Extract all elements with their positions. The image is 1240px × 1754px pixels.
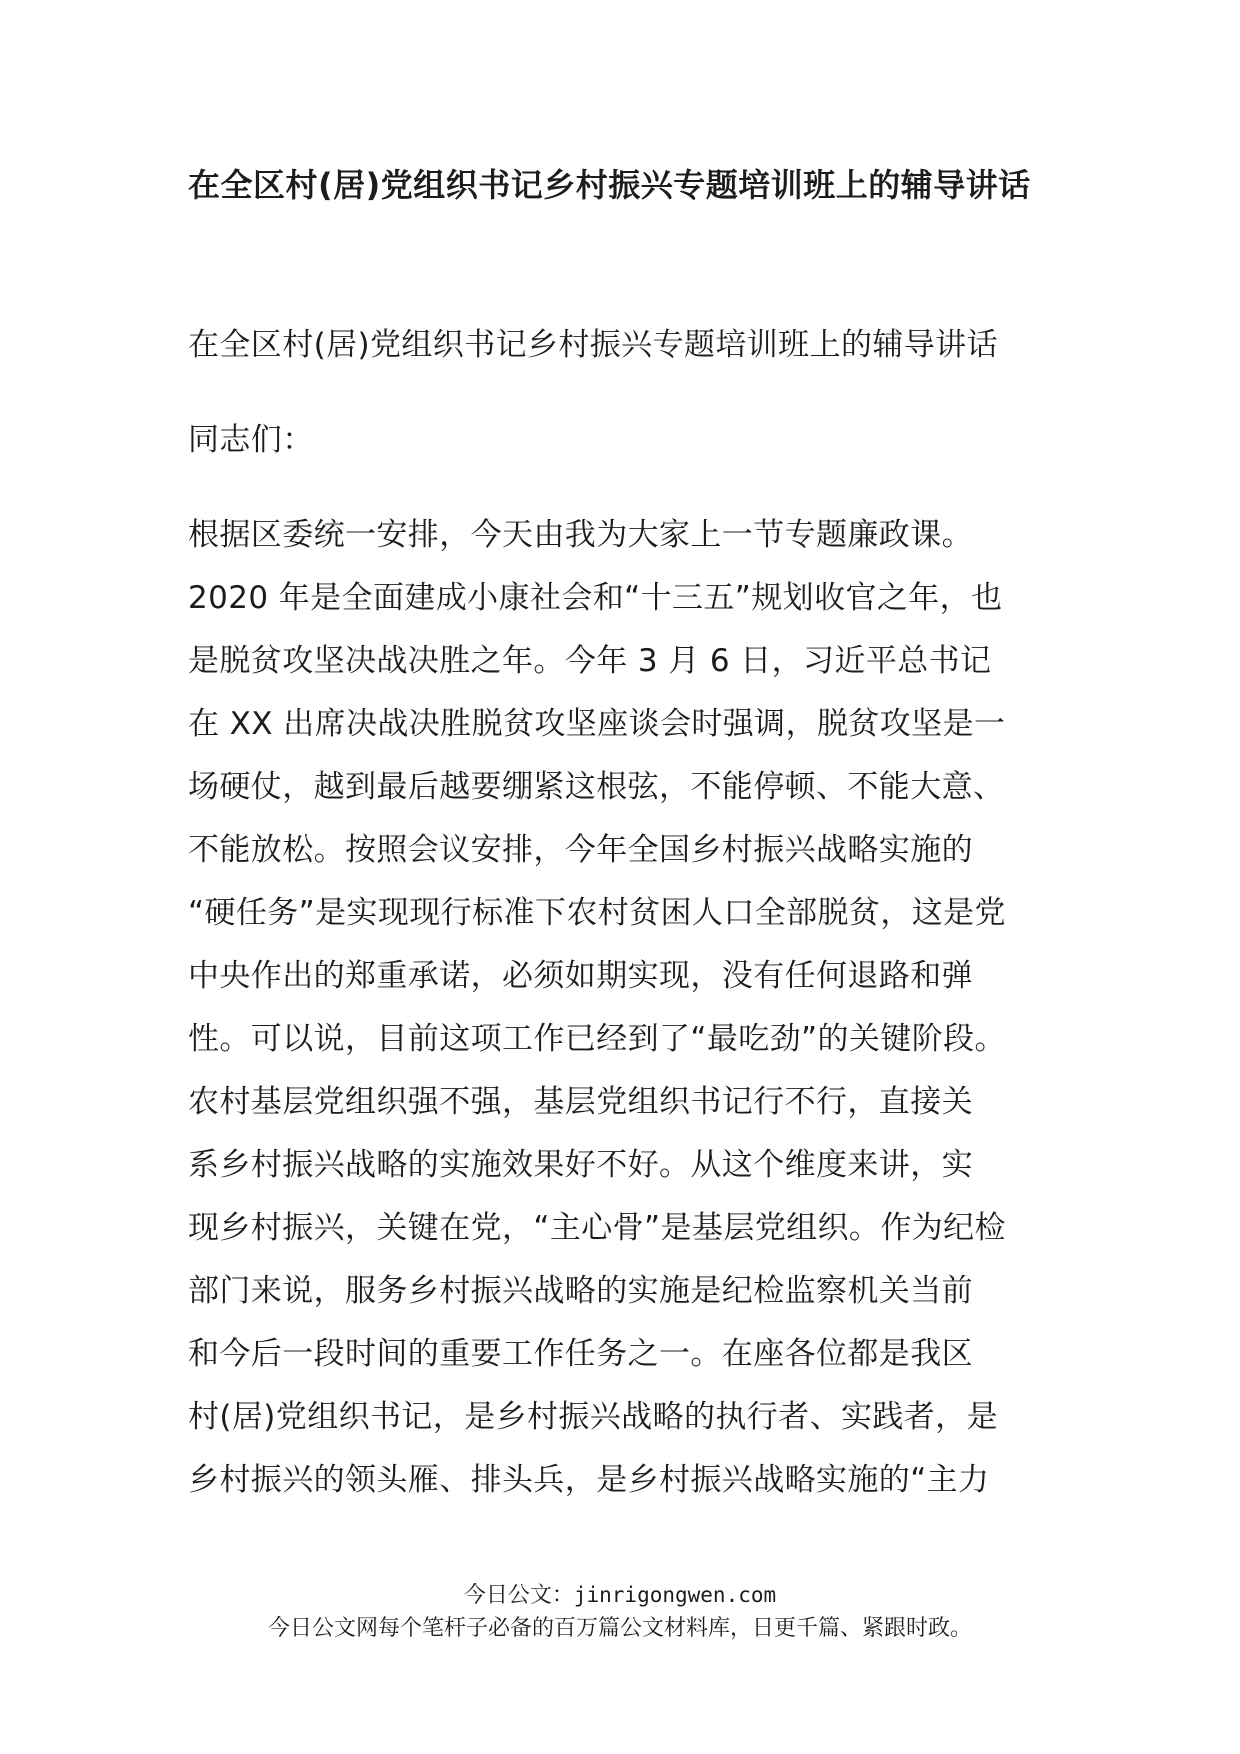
paragraph-line: 场硬仗，越到最后越要绷紧这根弦，不能停顿、不能大意、 [188, 769, 1005, 805]
paragraph-line: 村(居)党组织书记，是乡村振兴战略的执行者、实践者，是 [188, 1399, 998, 1435]
paragraph-line: 中央作出的郑重承诺，必须如期实现，没有任何退路和弹 [188, 958, 973, 994]
paragraph-line: 不能放松。按照会议安排，今年全国乡村振兴战略实施的 [188, 832, 973, 868]
paragraph-line: 系乡村振兴战略的实施效果好不好。从这个维度来讲，实 [188, 1147, 973, 1183]
footer-slogan: 今日公文网每个笔杆子必备的百万篇公文材料库，日更千篇、紧跟时政。 [267, 1616, 972, 1641]
document-title: 在全区村(居)党组织书记乡村振兴专题培训班上的辅导讲话 [188, 166, 1031, 204]
paragraph-line: “硬任务”是实现现行标准下农村贫困人口全部脱贫，这是党 [188, 895, 1006, 931]
paragraph-line: 现乡村振兴，关键在党，“主心骨”是基层党组织。作为纪检 [188, 1210, 1006, 1246]
paragraph-line: 在 XX 出席决战决胜脱贫攻坚座谈会时强调，脱贫攻坚是一 [188, 706, 1006, 742]
document-subtitle: 在全区村(居)党组织书记乡村振兴专题培训班上的辅导讲话 [188, 327, 998, 363]
paragraph-line: 是脱贫攻坚决战决胜之年。今年 3 月 6 日，习近平总书记 [188, 643, 992, 679]
main-paragraph [188, 504, 1054, 1512]
paragraph-line: 2020 年是全面建成小康社会和“十三五”规划收官之年，也 [188, 580, 1003, 616]
footer-site-label: 今日公文： [463, 1583, 574, 1608]
paragraph-line: 根据区委统一安排，今天由我为大家上一节专题廉政课。 [188, 517, 973, 553]
paragraph-line: 性。可以说，目前这项工作已经到了“最吃劲”的关键阶段。 [188, 1021, 1006, 1057]
paragraph-line: 部门来说，服务乡村振兴战略的实施是纪检监察机关当前 [188, 1273, 973, 1309]
paragraph-line: 和今后一段时间的重要工作任务之一。在座各位都是我区 [188, 1336, 973, 1372]
paragraph-line: 乡村振兴的领头雁、排头兵，是乡村振兴战略实施的“主力 [188, 1462, 990, 1498]
salutation: 同志们： [188, 422, 314, 458]
paragraph-line: 农村基层党组织强不强，基层党组织书记行不行，直接关 [188, 1084, 973, 1120]
footer-site [0, 1580, 1240, 1611]
footer-site-link[interactable]: jinrigongwen.com [573, 1583, 777, 1607]
